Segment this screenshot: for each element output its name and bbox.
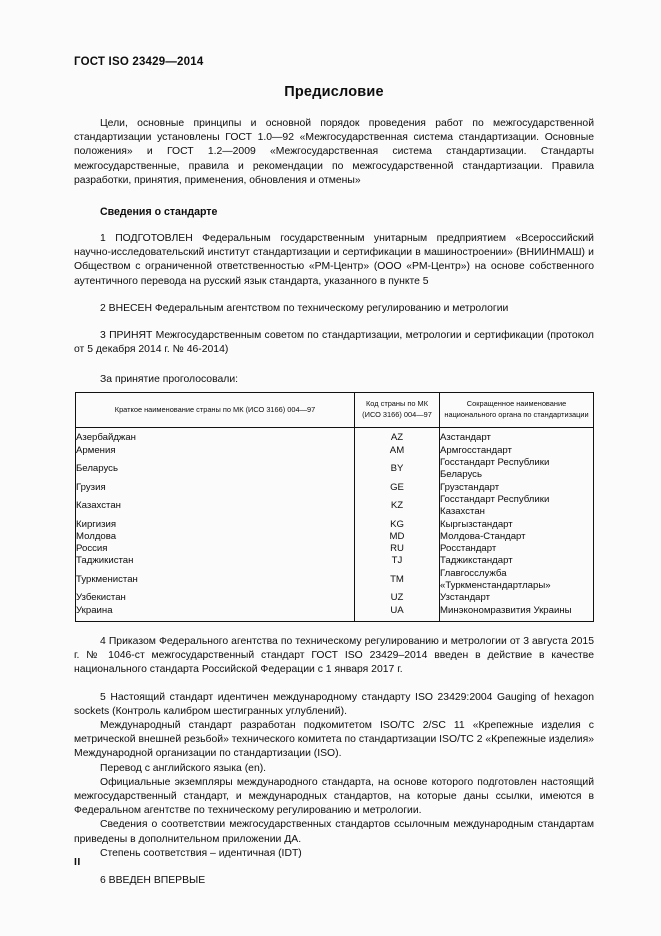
clause-1-prepared-by: 1 ПОДГОТОВЛЕН Федеральным государственным унитарным предприятием «Всероссийский научно-исследовательский институт стандартизации и сертификации в машиностроении» (ВНИИНМАШ) и Обществом с ограниченной ответственностью «РМ-Центр» (ООО «РМ-Центр») на основе собственного аутентичного перевода на русский язык стандарта, указанного в пункте 5: [74, 233, 594, 287]
cell-country-code: AZ: [355, 428, 440, 445]
cell-country-name: Беларусь: [76, 457, 355, 482]
cell-country-code: KZ: [355, 494, 440, 519]
cell-national-body: Кыргызстандарт: [440, 519, 594, 531]
clause-5-paragraph-6: Степень соответствия – идентичная (IDT): [100, 847, 302, 859]
cell-country-name: Киргизия: [76, 519, 355, 531]
clause-5-paragraph-2: Международный стандарт разработан подкомитетом ISO/TC 2/SC 11 «Крепежные изделия с метрической внешней резьбой» технического комитета по стандартизации ISO/TC 2 «Крепежные изделия» Международной организации по стандартизации (ISO).: [74, 719, 594, 760]
countries-table-body: [76, 428, 594, 621]
clause-6-introduced-first-time: 6 ВВЕДЕН ВПЕРВЫЕ: [100, 874, 206, 886]
cell-country-name: Молдова: [76, 531, 355, 543]
cell-country-code: MD: [355, 531, 440, 543]
table-row: [76, 543, 594, 555]
cell-country-name: Армения: [76, 445, 355, 457]
cell-country-name: Туркменистан: [76, 568, 355, 593]
table-row: [76, 531, 594, 543]
cell-country-code: UA: [355, 605, 440, 622]
cell-country-code: TJ: [355, 555, 440, 567]
cell-country-code: TM: [355, 568, 440, 593]
cell-country-name: Украина: [76, 605, 355, 622]
table-row: [76, 555, 594, 567]
clause-4-order: 4 Приказом Федерального агентства по техническому регулированию и метрологии от 3 августа 2015 г. № 1046-ст межгосударственный стандарт ГОСТ ISO 23429–2014 введен в действие в качестве национального стандарта Российской Федерации с 1 января 2017 г.: [74, 635, 594, 676]
table-row: [76, 605, 594, 622]
intro-paragraph: Цели, основные принципы и основной порядок проведения работ по межгосударственной стандартизации установлены ГОСТ 1.0—92 «Межгосударственная система стандартизации. Основные положения» и ГОСТ 1.2—2009 «Межгосударственная система стандартизации. Стандарты межгосударственные, правила и рекомендации по межгосударственной стандартизации. Правила разработки, принятия, применения, обновления и отмены»: [74, 118, 594, 186]
cell-country-name: Грузия: [76, 482, 355, 494]
clause-2-submitted-by: 2 ВНЕСЕН Федеральным агентством по техническому регулированию и метрологии: [100, 302, 509, 314]
cell-country-name: Россия: [76, 543, 355, 555]
countries-table-head: [76, 393, 594, 428]
clause-5-identical-standard: 5 Настоящий стандарт идентичен международному стандарту ISO 23429:2004 Gauging of hexagon sockets (Контроль калибром шестигранных углублений).: [74, 691, 594, 717]
standard-code-header: ГОСТ ISO 23429—2014: [74, 56, 204, 68]
table-row: [76, 519, 594, 531]
table-row: [76, 568, 594, 593]
vote-intro-line: За принятие проголосовали:: [100, 374, 239, 386]
column-header-country-name: Краткое наименование страны по МК (ИСО 3166) 004—97: [76, 393, 355, 428]
table-row: [76, 482, 594, 494]
cell-country-code: BY: [355, 457, 440, 482]
page-number-folio: II: [74, 856, 81, 868]
cell-country-name: Казахстан: [76, 494, 355, 519]
cell-country-code: AM: [355, 445, 440, 457]
cell-country-name: Узбекистан: [76, 592, 355, 604]
page-title: Предисловие: [284, 84, 384, 100]
cell-country-code: RU: [355, 543, 440, 555]
cell-national-body: Грузстандарт: [440, 482, 594, 494]
table-row: [76, 445, 594, 457]
cell-national-body: Росстандарт: [440, 543, 594, 555]
clause-5-paragraph-3: Перевод с английского языка (en).: [100, 762, 267, 774]
cell-country-name: Азербайджан: [76, 428, 355, 445]
cell-country-code: UZ: [355, 592, 440, 604]
cell-national-body: Госстандарт Республики Казахстан: [440, 494, 594, 519]
cell-national-body: Минэкономразвития Украины: [440, 605, 594, 622]
clause-5-paragraph-5: Сведения о соответствии межгосударственных стандартов ссылочным международным стандартам приведены в дополнительном приложении ДА.: [74, 819, 594, 845]
table-row: [76, 592, 594, 604]
section-heading-about-standard: Сведения о стандарте: [100, 206, 218, 219]
table-row: [76, 457, 594, 482]
cell-country-code: KG: [355, 519, 440, 531]
table-row: [76, 428, 594, 445]
cell-national-body: Азстандарт: [440, 428, 594, 445]
clause-5-paragraph-4: Официальные экземпляры международного стандарта, на основе которого подготовлен настоящий межгосударственный стандарт, и международных стандартов, на которые даны ссылки, имеются в Федеральном агентстве по техническому регулированию и метрологии.: [74, 776, 594, 817]
column-header-national-body: Сокращенное наименование национального органа по стандартизации: [440, 393, 594, 428]
table-header-row: [76, 393, 594, 428]
cell-national-body: Госстандарт Республики Беларусь: [440, 457, 594, 482]
page-content: [74, 0, 594, 888]
clause-3-adopted-by: 3 ПРИНЯТ Межгосударственным советом по стандартизации, метрологии и сертификации (протокол от 5 декабря 2014 г. № 46-2014): [74, 330, 594, 356]
cell-country-name: Таджикистан: [76, 555, 355, 567]
countries-table: [75, 392, 594, 621]
cell-national-body: Таджикстандарт: [440, 555, 594, 567]
cell-country-code: GE: [355, 482, 440, 494]
column-header-country-code: Код страны по МК (ИСО 3166) 004—97: [355, 393, 440, 428]
table-row: [76, 494, 594, 519]
cell-national-body: Узстандарт: [440, 592, 594, 604]
cell-national-body: Молдова-Стандарт: [440, 531, 594, 543]
cell-national-body: Армгосстандарт: [440, 445, 594, 457]
cell-national-body: Главгосслужба «Туркменстандартлары»: [440, 568, 594, 593]
